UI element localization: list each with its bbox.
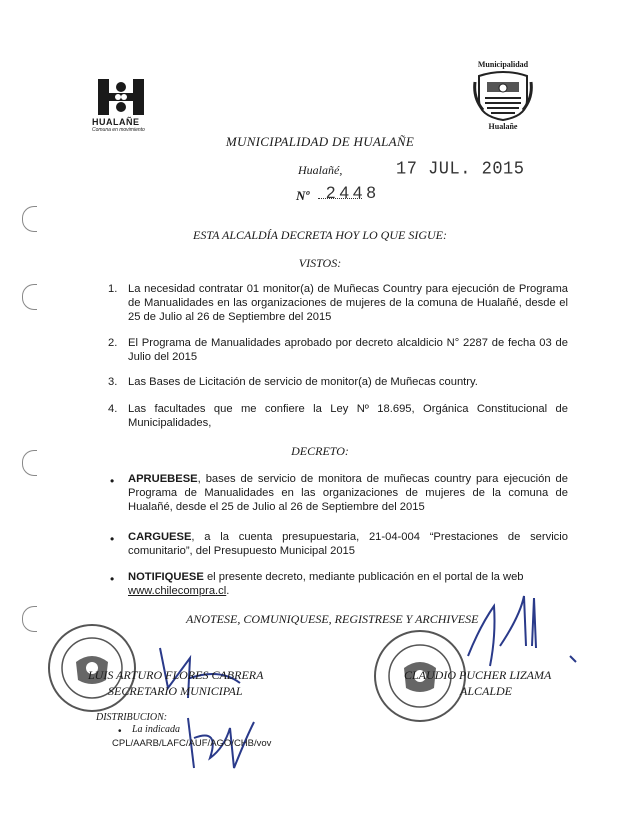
- logo-name: HUALAÑE: [92, 117, 140, 127]
- decreto-item-keyword: NOTIFIQUESE: [128, 571, 204, 583]
- bullet-icon: •: [110, 532, 115, 546]
- municipality-crest: [468, 60, 538, 131]
- bullet-icon: •: [110, 572, 115, 586]
- document-title: MUNICIPALIDAD DE HUALAÑE: [225, 134, 415, 149]
- decreto-item-after: .: [226, 585, 230, 597]
- bullet-icon: •: [118, 726, 122, 737]
- bullet-icon: •: [110, 474, 115, 488]
- decreto-item-text: , bases de servicio de monitora de muñecas country para ejecución de Programa de Manualidades en las organizaciones de mujeres de la comuna de Hualañé, desde el 25 de Julio al 26 de Septiembre del 2015: [128, 473, 568, 513]
- vistos-number: 2.: [108, 337, 118, 349]
- place-label: Hualañé,: [298, 163, 343, 177]
- secretary-title: SECRETARIO MUNICIPAL: [108, 684, 243, 698]
- vistos-number: 4.: [108, 403, 118, 415]
- vistos-item: El Programa de Manualidades aprobado por decreto alcaldicio N° 2287 de fecha 03 de Julio del 2015: [128, 337, 568, 363]
- vistos-item: Las Bases de Licitación de servicio de monitor(a) de Muñecas country.: [128, 376, 478, 388]
- decreto-item-text: el presente decreto, mediante publicación en el portal de la web: [203, 571, 524, 583]
- distribution-label: DISTRIBUCION:: [96, 712, 168, 723]
- punch-hole-mark: [22, 284, 37, 310]
- vistos-heading: VISTOS:: [298, 256, 342, 270]
- number-label: Nº: [296, 188, 310, 203]
- decreto-heading: DECRETO:: [291, 444, 349, 458]
- decree-intro: ESTA ALCALDÍA DECRETA HOY LO QUE SIGUE:: [192, 228, 447, 242]
- crest-bottom-text: Hualañe: [488, 122, 518, 131]
- secretary-name: LUIS ARTURO FLORES CABRERA: [88, 668, 264, 682]
- mayor-signature-icon: [460, 586, 580, 676]
- vistos-number: 1.: [108, 283, 118, 295]
- closing-line: ANOTESE, COMUNIQUESE, REGISTRESE Y ARCHIVESE: [186, 612, 479, 626]
- crest-top-text: Municipalidad: [477, 60, 529, 69]
- vistos-item: La necesidad contratar 01 monitor(a) de Muñecas Country para ejecución de Programa de Manualidades en las organizaciones de mujeres de la comuna de Hualañé, desde el 25 de Julio al 26 de Septiembre del 2015: [128, 283, 568, 323]
- decreto-item-keyword: CARGUESE: [128, 531, 192, 543]
- decreto-item: [128, 530, 568, 558]
- decreto-item: [128, 472, 568, 514]
- crest-shield-icon: [473, 70, 533, 122]
- punch-hole-mark: [22, 606, 37, 632]
- municipality-logo: [92, 78, 152, 133]
- mayor-title: ALCALDE: [460, 684, 513, 698]
- vistos-item: Las facultades que me confiere la Ley Nº 18.695, Orgánica Constitucional de Municipalidades,: [128, 403, 568, 429]
- date-stamp: 17 JUL. 2015: [396, 159, 525, 180]
- decreto-item-keyword: APRUEBESE: [128, 473, 198, 485]
- logo-tagline: Comuna en movimiento: [92, 127, 145, 133]
- decreto-item-text: , a la cuenta presupuestaria, 21-04-004 “Prestaciones de servicio comunitario”, del Presupuesto Municipal 2015: [128, 531, 568, 557]
- distribution-item: La indicada: [132, 724, 181, 735]
- chilecompra-link[interactable]: www.chilecompra.cl: [128, 585, 227, 597]
- decree-number: 2448: [326, 183, 380, 202]
- distribution-initials: CPL/AARB/LAFC/AUF/AGO/CHB/vov: [112, 738, 272, 749]
- vistos-number: 3.: [108, 376, 118, 388]
- hualane-h-logo-icon: [96, 78, 146, 116]
- mayor-name: CLAUDIO PUCHER LIZAMA: [404, 668, 552, 682]
